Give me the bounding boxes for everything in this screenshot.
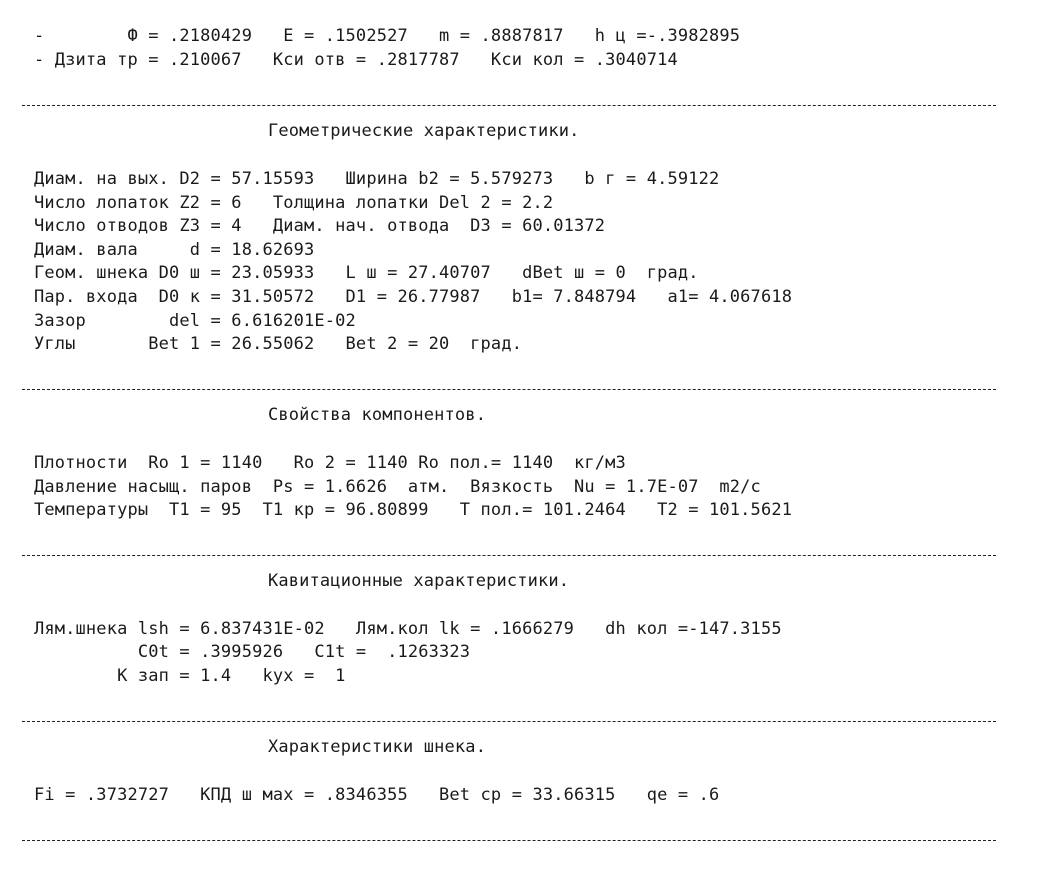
- section-divider: [22, 555, 996, 556]
- section-title-geometry: Геометрические характеристики.: [268, 121, 580, 141]
- geometry-line: Диам. вала d = 18.62693: [34, 240, 315, 260]
- components-line: Плотности Ro 1 = 1140 Ro 2 = 1140 Ro пол.= 1140 кг/м3: [34, 453, 626, 473]
- section-divider: [22, 840, 996, 841]
- geometry-line: Геом. шнека D0 ш = 23.05933 L ш = 27.40707 dBet ш = 0 град.: [34, 263, 699, 283]
- geometry-line: Диам. на вых. D2 = 57.15593 Ширина b2 = 5.579273 b г = 4.59122: [34, 169, 720, 189]
- geometry-line: Зазор del = 6.616201E-02: [34, 311, 356, 331]
- header-line-1: - Ф = .2180429 E = .1502527 m = .8887817 h ц =-.3982895: [34, 26, 741, 46]
- cavitation-line: K зап = 1.4 kух = 1: [34, 666, 346, 686]
- geometry-line: Пар. входа D0 к = 31.50572 D1 = 26.77987 b1= 7.848794 a1= 4.067618: [34, 287, 793, 307]
- geometry-line: Число отводов Z3 = 4 Диам. нач. отвода D3 = 60.01372: [34, 216, 606, 236]
- cavitation-line: C0t = .3995926 C1t = .1263323: [34, 642, 471, 662]
- section-title-screw: Характеристики шнека.: [268, 737, 487, 757]
- screw-line: Fi = .3732727 КПД ш мах = .8346355 Bet ср = 33.66315 qe = .6: [34, 785, 720, 805]
- components-line: Давление насыщ. паров Ps = 1.6626 атм. Вязкость Nu = 1.7E-07 m2/c: [34, 477, 761, 497]
- section-title-components: Свойства компонентов.: [268, 405, 487, 425]
- section-divider: [22, 721, 996, 722]
- header-line-2: - Дзита тр = .210067 Кси отв = .2817787 Кси кол = .3040714: [34, 50, 678, 70]
- section-divider: [22, 389, 996, 390]
- geometry-line: Число лопаток Z2 = 6 Толщина лопатки Del 2 = 2.2: [34, 193, 554, 213]
- components-line: Температуры T1 = 95 T1 кр = 96.80899 T пол.= 101.2464 T2 = 101.5621: [34, 500, 793, 520]
- section-divider: [22, 105, 996, 106]
- geometry-line: Углы Bet 1 = 26.55062 Bet 2 = 20 град.: [34, 334, 523, 354]
- cavitation-line: Лям.шнека lsh = 6.837431E-02 Лям.кол lk = .1666279 dh кол =-147.3155: [34, 619, 782, 639]
- section-title-cavitation: Кавитационные характеристики.: [268, 571, 570, 591]
